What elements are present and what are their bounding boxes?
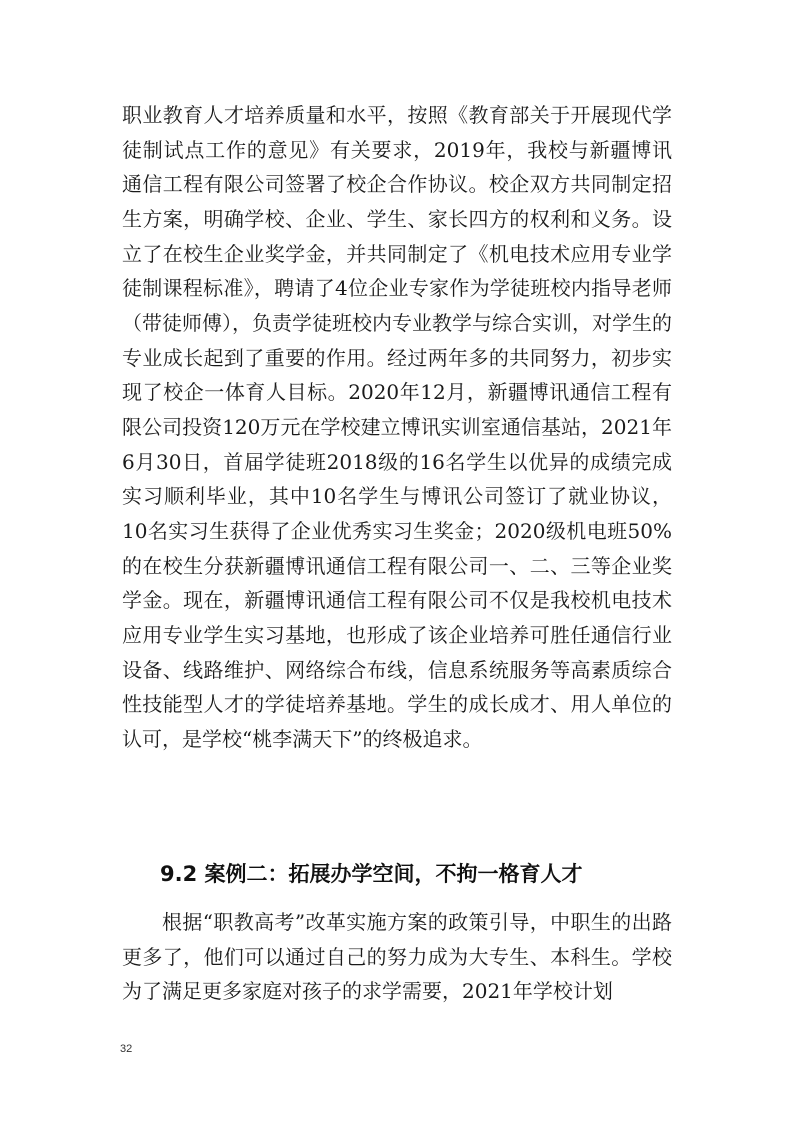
- section-heading: 9.2 案例二：拓展办学空间，不拘一格育人才: [160, 862, 583, 886]
- page-number: 32: [120, 1043, 133, 1055]
- body-paragraph: 根据“职教高考”改革实施方案的政策引导，中职生的出路更多了，他们可以通过自己的努力成为大专生、本科生。学校为了满足更多家庭对孩子的求学需要，2021年学校计划: [122, 910, 672, 1004]
- body-paragraph: 职业教育人才培养质量和水平，按照《教育部关于开展现代学徒制试点工作的意见》有关要求，2019年，我校与新疆博讯通信工程有限公司签署了校企合作协议。校企双方共同制定招生方案，明确学校、企业、学生、家长四方的权利和义务。设立了在校生企业奖学金，并共同制定了《机电技术应用专业学徒制课程标准》，聘请了4位企业专家作为学徒班校内指导老师（带徒师傅），负责学徒班校内专业教学与综合实训，对学生的专业成长起到了重要的作用。经过两年多的共同努力，初步实现了校企一体育人目标。2020年12月，新疆博讯通信工程有限公司投资120万元在学校建立博讯实训室通信基站，2021年6月30日，首届学徒班2018级的16名学生以优异的成绩完成实习顺利毕业，其中10名学生与博讯公司签订了就业协议，10名实习生获得了企业优秀实习生奖金；2020级机电班50%的在校生分获新疆博讯通信工程有限公司一、二、三等企业奖学金。现在，新疆博讯通信工程有限公司不仅是我校机电技术应用专业学生实习基地，也形成了该企业培养可胜任通信行业设备、线路维护、网络综合布线，信息系统服务等高素质综合性技能型人才的学徒培养基地。学生的成长成才、用人单位的认可，是学校“桃李满天下”的终极追求。: [122, 103, 672, 751]
